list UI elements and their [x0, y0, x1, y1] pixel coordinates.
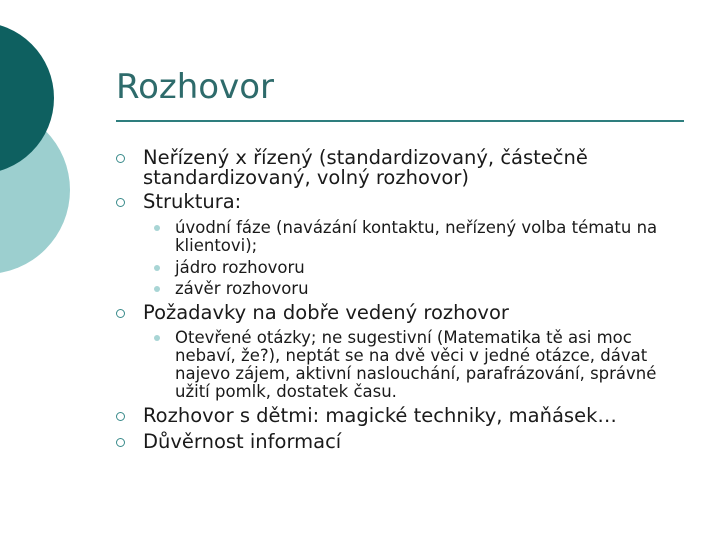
dot-bullet-icon	[154, 286, 160, 292]
dot-bullet-icon	[154, 225, 160, 231]
sub-bullet-item	[150, 280, 695, 298]
ring-bullet-icon	[116, 438, 125, 447]
bullet-text: Požadavky na dobře vedený rozhovor	[143, 301, 509, 324]
ring-bullet-icon	[116, 309, 125, 318]
bullet-text: Rozhovor s dětmi: magické techniky, maňásek…	[143, 404, 617, 427]
sub-bullet-item	[150, 259, 695, 277]
sub-bullet-item	[150, 329, 695, 401]
bullet-item	[116, 406, 696, 426]
corner-decoration	[0, 0, 120, 300]
ring-bullet-icon	[116, 198, 125, 207]
decorative-circles	[0, 0, 120, 300]
bullet-item	[116, 192, 696, 212]
sub-bullet-item	[150, 219, 695, 255]
sub-bullet-text: úvodní fáze (navázání kontaktu, neřízený volba tématu na klientovi);	[175, 218, 658, 255]
slide-title: Rozhovor	[116, 67, 274, 107]
dot-bullet-icon	[154, 335, 160, 341]
sub-bullet-text: Otevřené otázky; ne sugestivní (Matematika tě asi moc nebaví, že?), neptát se na dvě věci v jedné otázce, dávat najevo zájem, aktivní naslouchání, parafrázování, správné užití pomlk, dostatek času.	[175, 328, 657, 401]
ring-bullet-icon	[116, 154, 125, 163]
bullet-item	[116, 432, 696, 452]
bullet-item	[116, 148, 696, 188]
bullet-text: Neřízený x řízený (standardizovaný, částečně standardizovaný, volný rozhovor)	[143, 146, 588, 189]
bullet-text: Důvěrnost informací	[143, 430, 342, 453]
bullet-text: Struktura:	[143, 190, 242, 213]
sub-bullet-text: jádro rozhovoru	[175, 258, 305, 277]
dot-bullet-icon	[154, 265, 160, 271]
title-underline	[116, 120, 684, 122]
bullet-item	[116, 303, 696, 323]
sub-bullet-text: závěr rozhovoru	[175, 279, 309, 298]
ring-bullet-icon	[116, 412, 125, 421]
